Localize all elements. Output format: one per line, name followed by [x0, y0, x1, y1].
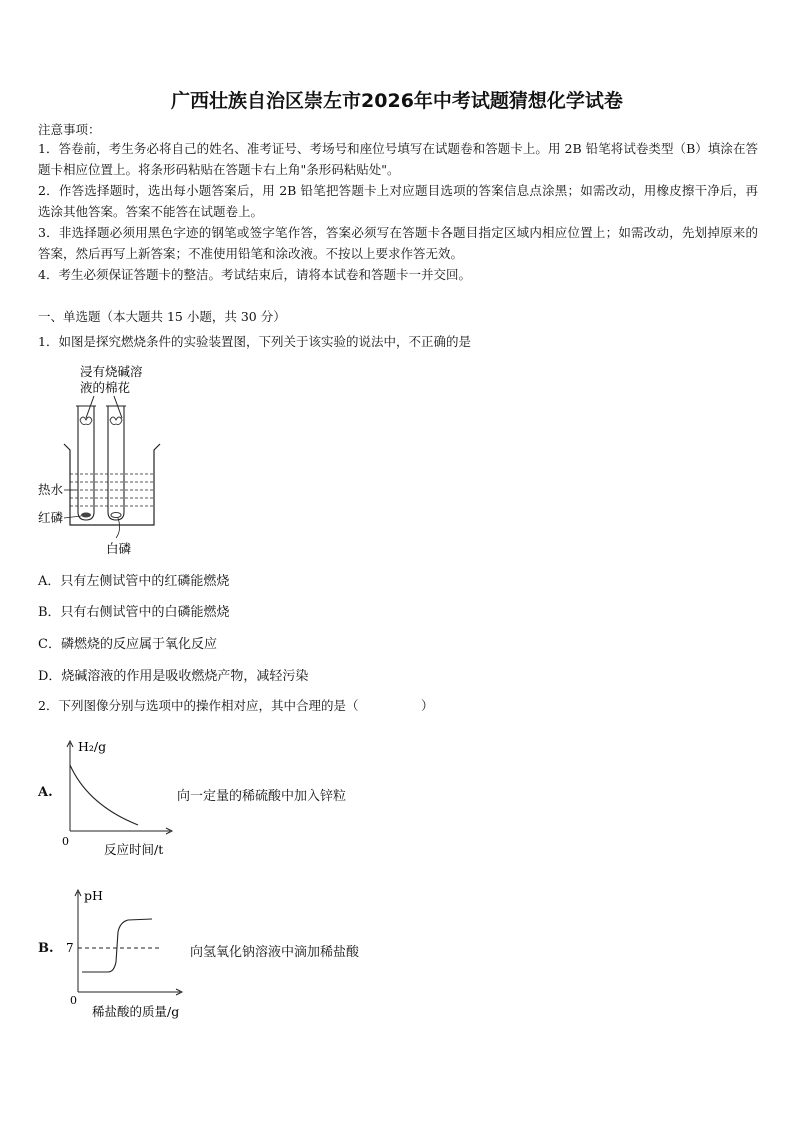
- question-1-stem: 1．如图是探究燃烧条件的实验装置图，下列关于该实验的说法中，不正确的是: [38, 334, 471, 349]
- section-heading: 一、单选题（本大题共 15 小题，共 30 分）: [38, 309, 286, 324]
- graph-b-ylabel: pH: [84, 888, 103, 903]
- question-2-option-b-letter: B.: [38, 941, 54, 956]
- graph-b-origin: 0: [70, 994, 77, 1007]
- figure-label-red-phosphorus: 红磷: [38, 510, 64, 525]
- red-phosphorus-icon: [81, 513, 91, 518]
- figure-label-white-phosphorus: 白磷: [106, 541, 132, 556]
- question-1-option-c: C．磷燃烧的反应属于氧化反应: [38, 637, 217, 652]
- graph-a-xlabel: 反应时间/t: [104, 842, 164, 857]
- notice-item-4: 4．考生必须保证答题卡的整洁。考试结束后，请将本试卷和答题卡一并交回。: [38, 267, 471, 282]
- question-2-option-b-text: 向氢氧化钠溶液中滴加稀盐酸: [190, 945, 360, 960]
- figure-label-cotton-line1: 浸有烧碱溶: [80, 364, 143, 379]
- graph-a-curve: [70, 765, 138, 825]
- notice-item-1: 1．答卷前，考生务必将自己的姓名、准考证号、考场号和座位号填写在试题卷和答题卡上。用 2B 铅笔将试卷类型（B）填涂在答题卡相应位置上。将条形码粘贴在答题卡右上角"条形码粘贴处"。: [38, 141, 758, 177]
- graph-a: [58, 735, 178, 861]
- question-1-option-b: B．只有右侧试管中的白磷能燃烧: [38, 605, 230, 620]
- graph-b-curve: [82, 919, 152, 972]
- page-title: 广西壮族自治区崇左市2026年中考试题猜想化学试卷: [171, 90, 623, 112]
- graph-a-ylabel: H₂/g: [78, 739, 107, 754]
- question-2-option-a-letter: A.: [38, 785, 53, 800]
- combustion-apparatus-figure: [36, 362, 166, 558]
- graph-b-xlabel: 稀盐酸的质量/g: [92, 1004, 180, 1019]
- question-2-stem: 2．下列图像分别与选项中的操作相对应，其中合理的是（ ）: [38, 698, 434, 713]
- notice-heading: 注意事项：: [38, 122, 101, 137]
- question-2-option-a-text: 向一定量的稀硫酸中加入锌粒: [177, 789, 347, 804]
- cotton-left-icon: [80, 417, 92, 425]
- graph-b: [62, 882, 198, 1022]
- figure-label-hot-water: 热水: [38, 482, 64, 497]
- notice-item-3: 3．非选择题必须用黑色字迹的钢笔或签字笔作答，答案必须写在答题卡各题目指定区域内相应位置上；如需改动，先划掉原来的答案，然后再写上新答案；不准使用铅笔和涂改液。不按以上要求作答无效。: [38, 225, 758, 261]
- question-1-option-a: A．只有左侧试管中的红磷能燃烧: [38, 574, 230, 589]
- white-phosphorus-icon: [111, 513, 121, 518]
- cotton-right-icon: [110, 417, 122, 425]
- figure-label-cotton-line2: 液的棉花: [80, 380, 131, 395]
- notice-item-2: 2．作答选择题时，选出每小题答案后，用 2B 铅笔把答题卡上对应题目选项的答案信息点涂黑；如需改动，用橡皮擦干净后，再选涂其他答案。答案不能答在试题卷上。: [38, 183, 758, 219]
- graph-a-origin: 0: [62, 835, 69, 848]
- graph-b-ref-value: 7: [66, 941, 74, 955]
- question-1-option-d: D．烧碱溶液的作用是吸收燃烧产物，减轻污染: [38, 669, 309, 684]
